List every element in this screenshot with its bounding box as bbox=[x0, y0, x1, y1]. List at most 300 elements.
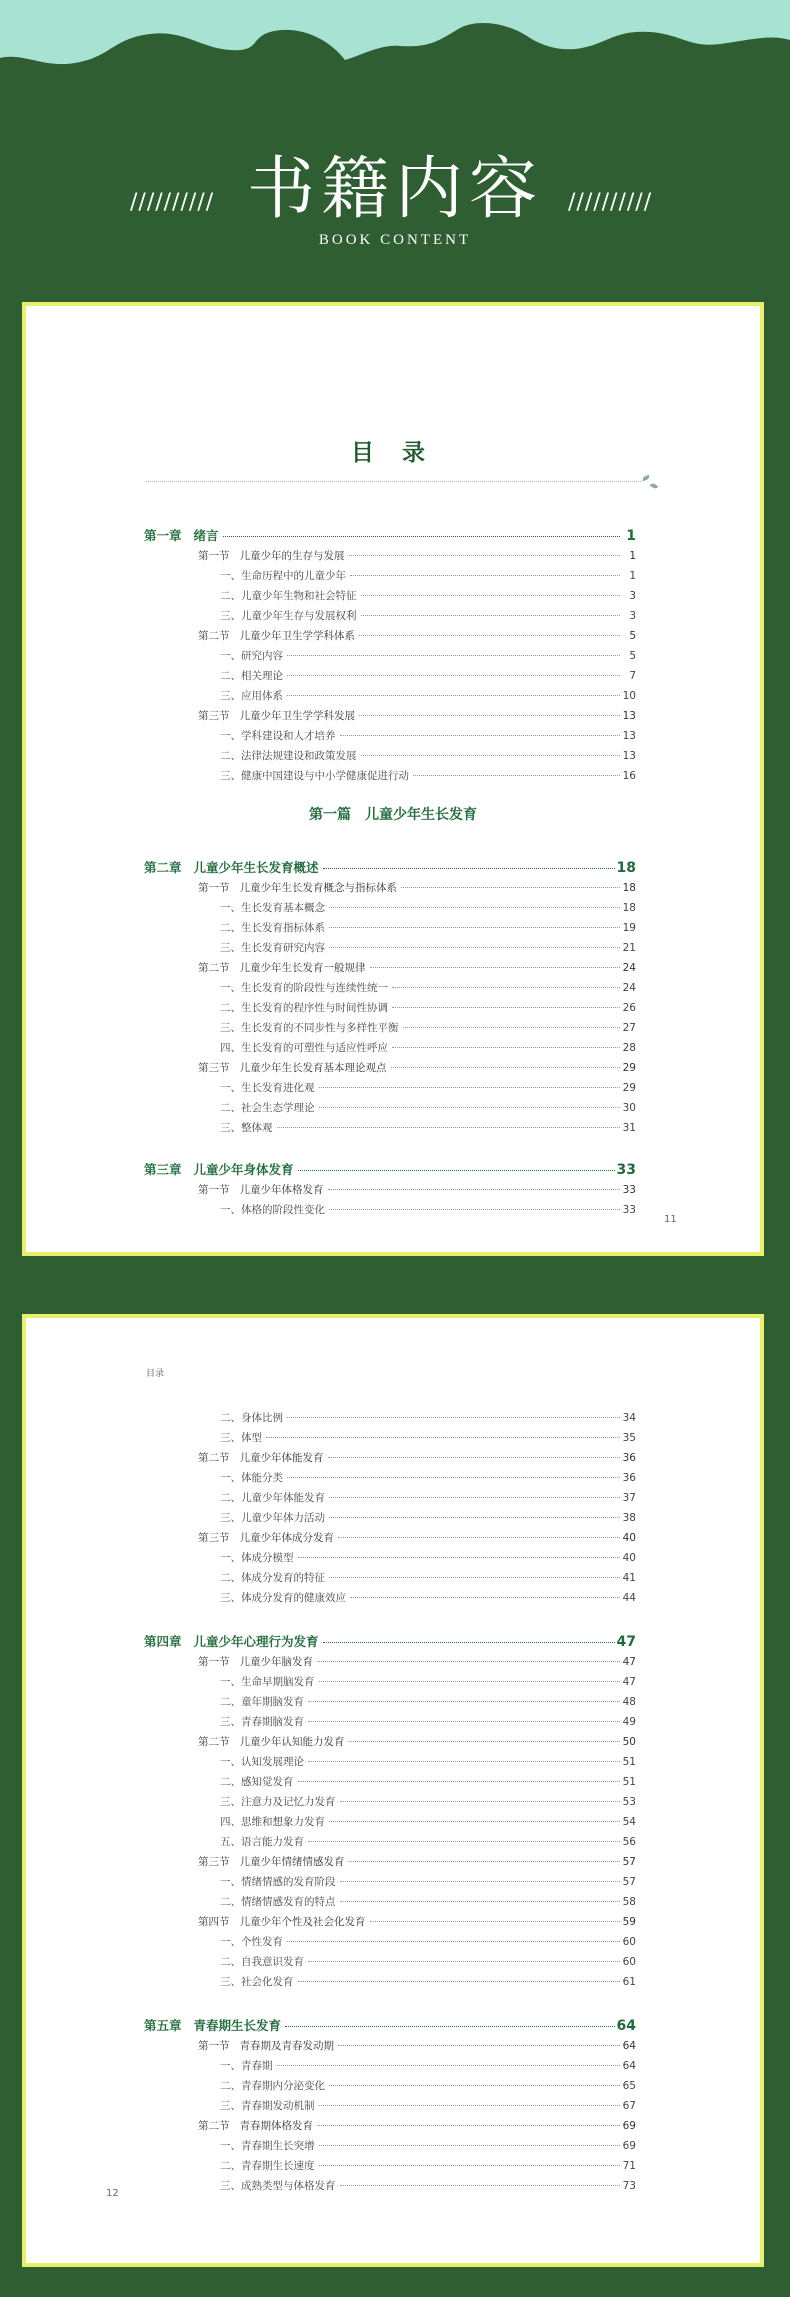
toc-entry-page: 59 bbox=[622, 1916, 636, 1928]
toc-entry-label bbox=[220, 1894, 338, 1909]
toc-item-row bbox=[220, 588, 636, 603]
toc-item-row bbox=[220, 1694, 636, 1709]
toc-entry-title: 二、儿童少年生物和社会特征 bbox=[220, 590, 357, 602]
toc-entry-title: 一、体格的阶段性变化 bbox=[220, 1204, 325, 1216]
leader-dots bbox=[329, 1209, 620, 1210]
leader-dots bbox=[323, 1642, 615, 1643]
toc-entry-label bbox=[220, 1794, 338, 1809]
toc-entry-title: 儿童少年个性及社会化发育 bbox=[239, 1916, 366, 1928]
toc-entry-page: 64 bbox=[616, 2018, 636, 2034]
toc-entry-page: 56 bbox=[622, 1836, 636, 1848]
toc-entry-page: 64 bbox=[622, 2060, 636, 2072]
leader-dots bbox=[340, 1801, 621, 1802]
toc-item-row bbox=[220, 940, 636, 955]
toc-entry-title: 儿童少年的生存与发展 bbox=[239, 550, 345, 562]
leader-dots bbox=[319, 1681, 621, 1682]
leader-dots bbox=[413, 775, 620, 776]
toc-entry-label bbox=[198, 2038, 336, 2053]
toc-entry-number: 第一节 bbox=[198, 1184, 230, 1196]
toc-entry-label bbox=[220, 1202, 327, 1217]
leader-dots bbox=[317, 2125, 620, 2126]
toc-section-row bbox=[198, 2038, 636, 2053]
toc-entry-number: 第一节 bbox=[198, 1656, 230, 1668]
toc-entry-page: 40 bbox=[622, 1552, 636, 1564]
toc-entry-label bbox=[220, 2138, 317, 2153]
toc-entry-page: 51 bbox=[622, 1756, 636, 1768]
toc-entry-number: 第三节 bbox=[198, 1856, 230, 1868]
toc-entry-title: 三、儿童少年体力活动 bbox=[220, 1512, 325, 1524]
toc-entry-number: 第三章 bbox=[144, 1162, 182, 1177]
toc-entry-page: 33 bbox=[616, 1162, 636, 1178]
toc-entry-title: 儿童少年脑发育 bbox=[239, 1656, 313, 1668]
toc-entry-page: 73 bbox=[622, 2180, 636, 2192]
toc-entry-page: 41 bbox=[622, 1572, 636, 1584]
toc-entry-label bbox=[220, 1020, 401, 1035]
leader-dots bbox=[361, 615, 621, 616]
leader-dots bbox=[340, 2185, 621, 2186]
leader-dots bbox=[223, 536, 620, 537]
toc-entry-label bbox=[220, 1754, 306, 1769]
toc-entry-label bbox=[220, 940, 327, 955]
toc-section-row bbox=[198, 1734, 636, 1749]
toc-section-row bbox=[198, 548, 636, 563]
toc-item-row bbox=[220, 648, 636, 663]
toc-entry-page: 50 bbox=[622, 1736, 636, 1748]
toc-item-row bbox=[220, 1774, 636, 1789]
toc-item-row bbox=[220, 688, 636, 703]
toc-entry-page: 53 bbox=[622, 1796, 636, 1808]
toc-entry-page: 3 bbox=[629, 610, 636, 622]
toc-entry-label bbox=[220, 728, 338, 743]
toc-section-row bbox=[198, 880, 636, 895]
leader-dots bbox=[285, 2026, 614, 2027]
toc-entry-page: 40 bbox=[622, 1532, 636, 1544]
toc-entry-label bbox=[220, 1040, 390, 1055]
toc-entry-title: 四、思维和想象力发育 bbox=[220, 1816, 325, 1828]
toc-entry-number: 第二节 bbox=[198, 2120, 230, 2132]
toc-entry-page: 7 bbox=[629, 670, 636, 682]
leader-dots bbox=[329, 907, 620, 908]
toc-entry-label bbox=[198, 708, 357, 723]
toc-entry-title: 一、体成分模型 bbox=[220, 1552, 294, 1564]
toc-entry-page: 64 bbox=[622, 2040, 636, 2052]
toc-entry-page: 1 bbox=[629, 570, 636, 582]
leader-dots bbox=[329, 2085, 620, 2086]
toc-entry-page: 58 bbox=[622, 1896, 636, 1908]
toc-entry-page: 21 bbox=[622, 942, 636, 954]
toc-entry-title: 二、生长发育的程序性与时间性协调 bbox=[220, 1002, 388, 1014]
toc-entry-number: 第三节 bbox=[198, 1062, 230, 1074]
toc-entry-number: 第三节 bbox=[198, 710, 230, 722]
leader-dots bbox=[329, 947, 620, 948]
toc-entry-number: 第一节 bbox=[198, 550, 230, 562]
toc-item-row bbox=[220, 1754, 636, 1769]
toc-entry-label bbox=[220, 1834, 306, 1849]
toc-entry-title: 一、生长发育基本概念 bbox=[220, 902, 325, 914]
toc-entry-title: 三、儿童少年生存与发展权利 bbox=[220, 610, 357, 622]
toc-entry-title: 三、注意力及记忆力发育 bbox=[220, 1796, 336, 1808]
leader-dots bbox=[401, 887, 620, 888]
toc-entry-title: 五、语言能力发育 bbox=[220, 1836, 304, 1848]
toc-entry-title: 儿童少年生长发育基本理论观点 bbox=[239, 1062, 387, 1074]
toc-entry-page: 24 bbox=[622, 982, 636, 994]
leader-dots bbox=[308, 1841, 620, 1842]
toc-entry-page: 18 bbox=[616, 860, 636, 876]
leader-dots bbox=[319, 2165, 621, 2166]
toc-entry-page: 1 bbox=[626, 528, 636, 544]
toc-entry-title: 二、体成分发育的特征 bbox=[220, 1572, 325, 1584]
toc-entry-title: 青春期生长发育 bbox=[193, 2018, 282, 2033]
toc-entry-title: 三、生长发育的不同步性与多样性平衡 bbox=[220, 1022, 399, 1034]
toc-item-row bbox=[220, 1120, 636, 1135]
leader-dots bbox=[359, 715, 620, 716]
toc-title: 目 录 bbox=[350, 440, 435, 466]
toc-entry-title: 儿童少年心理行为发育 bbox=[193, 1634, 319, 1649]
toc-entry-page: 33 bbox=[622, 1184, 636, 1196]
leader-dots bbox=[287, 695, 620, 696]
leader-dots bbox=[317, 1661, 620, 1662]
toc-entry-title: 二、生长发育指标体系 bbox=[220, 922, 325, 934]
leader-dots bbox=[298, 1557, 621, 1558]
toc-item-row bbox=[220, 900, 636, 915]
toc-chapter-row bbox=[144, 1632, 636, 1650]
toc-entry-label bbox=[198, 1182, 326, 1197]
leader-dots bbox=[277, 2065, 621, 2066]
toc-entry-page: 38 bbox=[622, 1512, 636, 1524]
toc-entry-number: 第四节 bbox=[198, 1916, 230, 1928]
toc-item-row bbox=[220, 1934, 636, 1949]
toc-entry-page: 65 bbox=[622, 2080, 636, 2092]
toc-item-row bbox=[220, 668, 636, 683]
toc-entry-label bbox=[220, 1934, 285, 1949]
toc-item-row bbox=[220, 1020, 636, 1035]
toc-item-row bbox=[220, 2058, 636, 2073]
leader-dots bbox=[349, 1861, 621, 1862]
toc-entry-page: 36 bbox=[622, 1452, 636, 1464]
toc-entry-title: 二、感知觉发育 bbox=[220, 1776, 294, 1788]
toc-entry-title: 二、法律法规建设和政策发展 bbox=[220, 750, 357, 762]
toc-item-row bbox=[220, 1874, 636, 1889]
toc-entry-title: 儿童少年情绪情感发育 bbox=[239, 1856, 345, 1868]
leader-dots bbox=[319, 1087, 621, 1088]
leader-dots bbox=[349, 1741, 621, 1742]
toc-entry-page: 28 bbox=[622, 1042, 636, 1054]
toc-entry-title: 三、整体观 bbox=[220, 1122, 273, 1134]
toc-entry-label bbox=[220, 1774, 296, 1789]
left-slash-decoration: ////////// bbox=[130, 190, 215, 215]
toc-entry-title: 儿童少年体能发育 bbox=[239, 1452, 324, 1464]
toc-entry-label bbox=[220, 900, 327, 915]
leader-dots bbox=[338, 1537, 620, 1538]
toc-entry-title: 青春期及青春发动期 bbox=[239, 2040, 334, 2052]
toc-entry-page: 34 bbox=[622, 1412, 636, 1424]
leader-dots bbox=[350, 1597, 620, 1598]
toc-chapter-row bbox=[144, 2016, 636, 2034]
toc-entry-label bbox=[220, 608, 359, 623]
toc-item-row bbox=[220, 768, 636, 783]
leader-dots bbox=[329, 1577, 620, 1578]
toc-item-row bbox=[220, 568, 636, 583]
toc-entry-label bbox=[220, 1550, 296, 1565]
leader-dots bbox=[319, 2105, 621, 2106]
toc-entry-page: 57 bbox=[622, 1856, 636, 1868]
leader-dots bbox=[277, 1127, 621, 1128]
toc-entry-label bbox=[220, 1570, 327, 1585]
hills-decoration bbox=[0, 0, 790, 110]
toc-entry-label bbox=[144, 526, 221, 544]
toc-entry-label bbox=[220, 1000, 390, 1015]
toc-entry-title: 二、儿童少年体能发育 bbox=[220, 1492, 325, 1504]
toc-item-row bbox=[220, 2158, 636, 2173]
title-divider bbox=[146, 481, 641, 482]
toc-item-row bbox=[220, 980, 636, 995]
toc-entry-page: 5 bbox=[629, 630, 636, 642]
toc-entry-title: 一、生长发育的阶段性与连续性统一 bbox=[220, 982, 388, 994]
toc-item-row bbox=[220, 2078, 636, 2093]
toc-entry-label bbox=[198, 548, 347, 563]
toc-entry-label bbox=[220, 1100, 317, 1115]
toc-entry-page: 3 bbox=[629, 590, 636, 602]
toc-section-row bbox=[198, 1854, 636, 1869]
leader-dots bbox=[319, 2145, 621, 2146]
toc-item-row bbox=[220, 2138, 636, 2153]
toc-entry-number: 第二节 bbox=[198, 1452, 230, 1464]
toc-entry-title: 一、生命历程中的儿童少年 bbox=[220, 570, 346, 582]
leader-dots bbox=[323, 868, 615, 869]
right-slash-decoration: ////////// bbox=[568, 190, 653, 215]
toc-entry-label bbox=[220, 1080, 317, 1095]
toc-entry-page: 37 bbox=[622, 1492, 636, 1504]
toc-section-row bbox=[198, 1450, 636, 1465]
toc-item-row bbox=[220, 1954, 636, 1969]
toc-entry-title: 一、体能分类 bbox=[220, 1472, 283, 1484]
toc-entry-label bbox=[220, 2098, 317, 2113]
leader-dots bbox=[298, 1170, 615, 1171]
toc-item-row bbox=[220, 1974, 636, 1989]
toc-entry-page: 47 bbox=[622, 1676, 636, 1688]
toc-entry-label bbox=[144, 2016, 283, 2034]
leader-dots bbox=[403, 1027, 621, 1028]
toc-entry-label bbox=[220, 1674, 317, 1689]
toc-entry-label bbox=[198, 880, 399, 895]
toc-entry-title: 二、身体比例 bbox=[220, 1412, 283, 1424]
leader-dots bbox=[287, 1477, 620, 1478]
toc-entry-label bbox=[220, 668, 285, 683]
toc-item-row bbox=[220, 920, 636, 935]
toc-entry-label bbox=[144, 1632, 321, 1650]
toc-entry-page: 26 bbox=[622, 1002, 636, 1014]
toc-entry-title: 儿童少年卫生学学科发展 bbox=[239, 710, 355, 722]
leader-dots bbox=[319, 1107, 621, 1108]
toc-entry-title: 绪言 bbox=[193, 528, 219, 543]
toc-item-row bbox=[220, 1714, 636, 1729]
toc-entry-page: 13 bbox=[622, 730, 636, 742]
toc-entry-page: 54 bbox=[622, 1816, 636, 1828]
toc-item-row bbox=[220, 1814, 636, 1829]
toc-entry-number: 第一章 bbox=[144, 528, 182, 543]
toc-entry-title: 儿童少年生长发育概念与指标体系 bbox=[239, 882, 397, 894]
toc-entry-page: 60 bbox=[622, 1956, 636, 1968]
toc-entry-title: 三、生长发育研究内容 bbox=[220, 942, 325, 954]
leader-dots bbox=[308, 1721, 620, 1722]
toc-item-row bbox=[220, 728, 636, 743]
toc-item-row bbox=[220, 1794, 636, 1809]
toc-chapter-row bbox=[144, 858, 636, 876]
toc-entry-label bbox=[220, 1510, 327, 1525]
toc-item-row bbox=[220, 1674, 636, 1689]
toc-entry-number: 第一节 bbox=[198, 2040, 230, 2052]
toc-entry-label bbox=[198, 1734, 347, 1749]
toc-entry-page: 24 bbox=[622, 962, 636, 974]
toc-item-row bbox=[220, 1100, 636, 1115]
toc-entry-title: 四、生长发育的可塑性与适应性呼应 bbox=[220, 1042, 388, 1054]
toc-entry-number: 第一节 bbox=[198, 882, 230, 894]
toc-entry-label bbox=[220, 1470, 285, 1485]
toc-entry-label bbox=[220, 1814, 327, 1829]
leader-dots bbox=[287, 655, 620, 656]
toc-chapter-row bbox=[144, 1160, 636, 1178]
toc-entry-page: 33 bbox=[622, 1204, 636, 1216]
toc-entry-number: 第二节 bbox=[198, 1736, 230, 1748]
toc-section-row bbox=[198, 960, 636, 975]
toc-entry-label bbox=[220, 1410, 285, 1425]
toc-item-row bbox=[220, 1000, 636, 1015]
toc-entry-label bbox=[144, 858, 321, 876]
toc-entry-title: 三、青春期发动机制 bbox=[220, 2100, 315, 2112]
part-title: 第一篇 儿童少年生长发育 bbox=[309, 807, 477, 823]
toc-section-row bbox=[198, 1060, 636, 1075]
toc-entry-page: 29 bbox=[622, 1062, 636, 1074]
toc-entry-page: 61 bbox=[622, 1976, 636, 1988]
toc-entry-title: 儿童少年认知能力发育 bbox=[239, 1736, 345, 1748]
toc-entry-title: 一、生长发育进化观 bbox=[220, 1082, 315, 1094]
toc-section-row bbox=[198, 2118, 636, 2133]
toc-entry-label bbox=[198, 1530, 336, 1545]
toc-entry-title: 一、认知发展理论 bbox=[220, 1756, 304, 1768]
leader-dots bbox=[350, 575, 620, 576]
toc-entry-title: 儿童少年生长发育一般规律 bbox=[239, 962, 366, 974]
toc-entry-title: 青春期体格发育 bbox=[239, 2120, 313, 2132]
toc-entry-number: 第五章 bbox=[144, 2018, 182, 2033]
toc-entry-title: 三、应用体系 bbox=[220, 690, 283, 702]
toc-entry-label bbox=[220, 1714, 306, 1729]
toc-entry-page: 10 bbox=[622, 690, 636, 702]
toc-entry-label bbox=[220, 1974, 296, 1989]
leader-dots bbox=[340, 1901, 621, 1902]
toc-entry-page: 29 bbox=[622, 1082, 636, 1094]
toc-entry-page: 30 bbox=[622, 1102, 636, 1114]
toc-entry-label bbox=[220, 1430, 264, 1445]
leader-dots bbox=[266, 1437, 620, 1438]
toc-entry-title: 二、情绪情感发育的特点 bbox=[220, 1896, 336, 1908]
toc-entry-title: 一、生命早期脑发育 bbox=[220, 1676, 315, 1688]
toc-entry-label bbox=[220, 2078, 327, 2093]
leader-dots bbox=[329, 927, 620, 928]
toc-entry-title: 一、情绪情感的发育阶段 bbox=[220, 1876, 336, 1888]
toc-item-row bbox=[220, 1894, 636, 1909]
toc-item-row bbox=[220, 608, 636, 623]
toc-entry-title: 三、体成分发育的健康效应 bbox=[220, 1592, 346, 1604]
leader-dots bbox=[392, 1007, 620, 1008]
toc-entry-label bbox=[220, 1490, 327, 1505]
toc-entry-page: 51 bbox=[622, 1776, 636, 1788]
toc-item-row bbox=[220, 1490, 636, 1505]
toc-item-row bbox=[220, 1040, 636, 1055]
toc-entry-label bbox=[220, 980, 390, 995]
toc-entry-title: 三、青春期脑发育 bbox=[220, 1716, 304, 1728]
book-page-12 bbox=[22, 1314, 764, 2267]
toc-section-row bbox=[198, 1182, 636, 1197]
section-heading bbox=[0, 150, 790, 249]
toc-entry-label bbox=[198, 1654, 315, 1669]
toc-entry-page: 36 bbox=[622, 1472, 636, 1484]
toc-entry-label bbox=[220, 748, 359, 763]
toc-entry-label bbox=[198, 628, 357, 643]
toc-item-row bbox=[220, 1834, 636, 1849]
toc-entry-page: 18 bbox=[622, 882, 636, 894]
toc-entry-page: 16 bbox=[622, 770, 636, 782]
toc-entry-page: 13 bbox=[622, 750, 636, 762]
toc-entry-page: 13 bbox=[622, 710, 636, 722]
toc-entry-page: 71 bbox=[622, 2160, 636, 2172]
toc-item-row bbox=[220, 1410, 636, 1425]
toc-item-row bbox=[220, 1202, 636, 1217]
toc-entry-page: 57 bbox=[622, 1876, 636, 1888]
toc-entry-label bbox=[198, 1854, 347, 1869]
toc-entry-title: 儿童少年生长发育概述 bbox=[193, 860, 319, 875]
toc-section-row bbox=[198, 1654, 636, 1669]
leader-dots bbox=[370, 1921, 621, 1922]
toc-entry-label bbox=[198, 1060, 389, 1075]
toc-entry-title: 二、童年期脑发育 bbox=[220, 1696, 304, 1708]
leader-dots bbox=[370, 967, 621, 968]
toc-entry-number: 第二节 bbox=[198, 962, 230, 974]
toc-entry-title: 二、青春期生长速度 bbox=[220, 2160, 315, 2172]
toc-entry-number: 第四章 bbox=[144, 1634, 182, 1649]
leader-dots bbox=[338, 2045, 620, 2046]
toc-entry-page: 69 bbox=[622, 2140, 636, 2152]
toc-entry-page: 18 bbox=[622, 902, 636, 914]
page-number: 12 bbox=[106, 2188, 119, 2199]
toc-entry-page: 44 bbox=[622, 1592, 636, 1604]
leader-dots bbox=[298, 1781, 621, 1782]
toc-entry-label bbox=[198, 1450, 326, 1465]
toc-section-row bbox=[198, 628, 636, 643]
leader-dots bbox=[361, 595, 621, 596]
toc-entry-title: 儿童少年身体发育 bbox=[193, 1162, 294, 1177]
leader-dots bbox=[340, 735, 621, 736]
leader-dots bbox=[340, 1881, 621, 1882]
toc-item-row bbox=[220, 1080, 636, 1095]
toc-section-row bbox=[198, 1914, 636, 1929]
toc-entry-label bbox=[220, 2158, 317, 2173]
toc-entry-label bbox=[220, 1694, 306, 1709]
toc-entry-label bbox=[220, 920, 327, 935]
running-head: 目录 bbox=[146, 1369, 165, 1379]
toc-entry-page: 31 bbox=[622, 1122, 636, 1134]
leader-dots bbox=[308, 1761, 620, 1762]
leader-dots bbox=[392, 1047, 620, 1048]
toc-entry-page: 47 bbox=[616, 1634, 636, 1650]
toc-entry-page: 69 bbox=[622, 2120, 636, 2132]
leader-dots bbox=[287, 675, 620, 676]
leader-dots bbox=[308, 1961, 620, 1962]
toc-entry-title: 儿童少年体成分发育 bbox=[239, 1532, 334, 1544]
toc-entry-page: 19 bbox=[622, 922, 636, 934]
toc-item-row bbox=[220, 1430, 636, 1445]
leader-dots bbox=[287, 1941, 620, 1942]
page-number: 11 bbox=[664, 1214, 677, 1225]
